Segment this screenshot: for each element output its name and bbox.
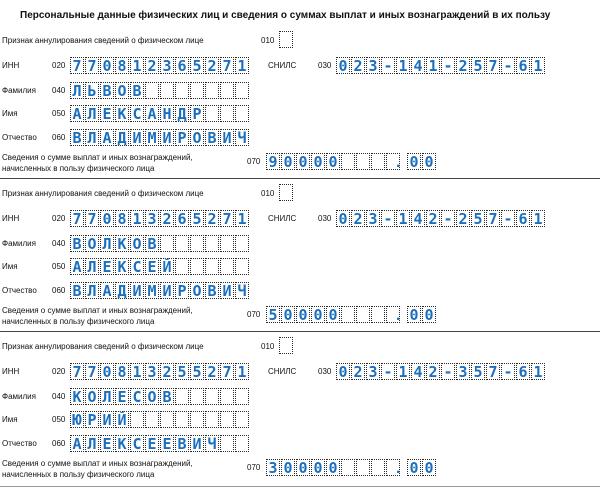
char-cell[interactable]: Е [100,258,114,275]
char-cell[interactable]: В [160,388,174,405]
char-cell[interactable]: Л [70,82,84,99]
char-cell[interactable]: 0 [336,363,350,380]
surname-label: Фамилия [2,392,36,401]
char-cell[interactable] [205,82,219,99]
decimal-point: . [396,460,401,477]
char-cell[interactable] [220,105,234,122]
surname-label: Фамилия [2,86,36,95]
char-cell[interactable]: В [205,282,219,299]
char-cell[interactable]: 3 [160,57,174,74]
patronymic-code: 060 [52,133,66,142]
char-cell[interactable]: Р [175,282,189,299]
inn-label: ИНН [2,61,20,70]
surname-cells[interactable] [70,388,250,405]
char-cell[interactable]: 3 [145,210,159,227]
char-cell[interactable]: 7 [70,57,84,74]
snils-label: СНИЛС [268,214,297,223]
char-cell[interactable]: 0 [336,210,350,227]
char-cell[interactable] [235,435,249,452]
snils-cells[interactable] [336,210,546,227]
snils-code: 030 [318,61,332,70]
char-cell[interactable]: 5 [471,57,485,74]
char-cell[interactable] [205,235,219,252]
sum-label-line1: Сведения о сумме выплат и иных вознаграждений, [2,306,193,315]
char-cell[interactable]: 0 [407,459,421,476]
char-cell[interactable] [205,388,219,405]
bottom-separator [0,486,600,487]
surname-label: Фамилия [2,239,36,248]
char-cell[interactable] [130,411,144,428]
sum-code: 070 [247,463,261,472]
char-cell[interactable]: 1 [531,363,545,380]
sum-label-line1: Сведения о сумме выплат и иных вознаграждений, [2,459,193,468]
char-cell[interactable]: К [115,258,129,275]
char-cell[interactable]: 0 [326,306,340,323]
char-cell[interactable]: И [220,129,234,146]
char-cell[interactable]: 2 [205,363,219,380]
char-cell[interactable]: - [381,57,395,74]
char-cell[interactable]: Л [85,282,99,299]
char-cell[interactable] [190,82,204,99]
char-cell[interactable]: Н [160,105,174,122]
char-cell[interactable] [220,411,234,428]
char-cell[interactable]: Ч [235,282,249,299]
char-cell[interactable]: 7 [220,363,234,380]
char-cell[interactable] [220,82,234,99]
char-cell[interactable]: С [130,258,144,275]
char-cell[interactable]: И [160,129,174,146]
annul-code: 010 [261,189,275,198]
char-cell[interactable]: В [70,282,84,299]
char-cell[interactable] [205,411,219,428]
char-cell[interactable]: О [190,129,204,146]
char-cell[interactable]: 7 [70,210,84,227]
annul-checkbox[interactable] [279,31,293,48]
char-cell[interactable]: - [381,363,395,380]
char-cell[interactable]: 9 [266,153,280,170]
name-cells[interactable] [70,411,250,428]
annul-label: Признак аннулирования сведений о физическом лице [2,189,204,198]
char-cell[interactable]: 0 [336,57,350,74]
char-cell[interactable]: 1 [235,363,249,380]
char-cell[interactable] [190,411,204,428]
char-cell[interactable] [356,306,370,323]
char-cell[interactable]: С [130,388,144,405]
char-cell[interactable]: 2 [160,363,174,380]
char-cell[interactable]: А [70,105,84,122]
char-cell[interactable] [190,388,204,405]
char-cell[interactable]: Л [100,388,114,405]
char-cell[interactable]: О [190,282,204,299]
sum-rub-cells[interactable] [266,459,401,476]
surname-code: 040 [52,86,66,95]
char-cell[interactable]: 7 [486,210,500,227]
char-cell[interactable]: 0 [407,153,421,170]
char-cell[interactable] [205,258,219,275]
inn-label: ИНН [2,367,20,376]
char-cell[interactable] [235,388,249,405]
char-cell[interactable]: 7 [486,363,500,380]
char-cell[interactable] [160,82,174,99]
char-cell[interactable]: 8 [115,363,129,380]
char-cell[interactable] [341,306,355,323]
char-cell[interactable]: 0 [281,459,295,476]
char-cell[interactable]: Р [190,105,204,122]
char-cell[interactable]: К [115,435,129,452]
char-cell[interactable]: 6 [175,210,189,227]
char-cell[interactable] [190,235,204,252]
char-cell[interactable] [190,258,204,275]
char-cell[interactable]: 2 [456,210,470,227]
char-cell[interactable]: Ю [70,411,84,428]
char-cell[interactable]: Р [175,129,189,146]
char-cell[interactable]: 7 [85,210,99,227]
char-cell[interactable]: Д [115,282,129,299]
name-code: 050 [52,415,66,424]
sum-code: 070 [247,310,261,319]
char-cell[interactable]: 0 [326,153,340,170]
char-cell[interactable]: 0 [326,459,340,476]
char-cell[interactable] [175,258,189,275]
char-cell[interactable]: В [70,235,84,252]
char-cell[interactable]: Л [85,105,99,122]
char-cell[interactable] [371,459,385,476]
char-cell[interactable]: 1 [235,57,249,74]
char-cell[interactable]: 3 [145,363,159,380]
char-cell[interactable] [371,306,385,323]
char-cell[interactable]: К [115,235,129,252]
char-cell[interactable]: 1 [130,57,144,74]
char-cell[interactable]: А [100,282,114,299]
char-cell[interactable]: 0 [296,153,310,170]
patronymic-label: Отчество [2,133,37,142]
inn-cells[interactable] [70,363,250,380]
name-code: 050 [52,109,66,118]
patronymic-code: 060 [52,286,66,295]
char-cell[interactable]: 7 [486,57,500,74]
char-cell[interactable]: 5 [190,57,204,74]
char-cell[interactable] [341,459,355,476]
char-cell[interactable]: 2 [426,210,440,227]
char-cell[interactable]: Л [85,258,99,275]
char-cell[interactable]: 0 [407,306,421,323]
char-cell[interactable]: 1 [396,210,410,227]
char-cell[interactable]: 1 [235,210,249,227]
char-cell[interactable]: А [70,258,84,275]
sum-label [2,458,232,480]
char-cell[interactable]: 0 [311,306,325,323]
char-cell[interactable]: М [145,282,159,299]
char-cell[interactable]: 8 [115,57,129,74]
char-cell[interactable]: 0 [100,57,114,74]
char-cell[interactable]: 4 [411,57,425,74]
surname-cells[interactable] [70,235,250,252]
char-cell[interactable]: О [130,235,144,252]
char-cell[interactable] [356,153,370,170]
char-cell[interactable]: 6 [175,57,189,74]
patronymic-code: 060 [52,439,66,448]
patronymic-cells[interactable] [70,435,250,452]
char-cell[interactable]: 1 [531,210,545,227]
char-cell[interactable]: - [381,210,395,227]
char-cell[interactable]: И [100,411,114,428]
char-cell[interactable]: Л [85,129,99,146]
char-cell[interactable]: 5 [266,306,280,323]
char-cell[interactable] [235,105,249,122]
char-cell[interactable]: 7 [220,57,234,74]
char-cell[interactable]: Е [160,435,174,452]
char-cell[interactable] [356,459,370,476]
snils-code: 030 [318,214,332,223]
char-cell[interactable]: Й [160,258,174,275]
decimal-point: . [396,307,401,324]
char-cell[interactable]: В [100,82,114,99]
sum-label-line2: начисленных в пользу физического лица [2,164,155,173]
sum-code: 070 [247,157,261,166]
char-cell[interactable]: Д [175,105,189,122]
char-cell[interactable] [175,388,189,405]
char-cell[interactable]: 5 [190,363,204,380]
inn-cells[interactable] [70,210,250,227]
char-cell[interactable]: А [100,129,114,146]
char-cell[interactable] [220,258,234,275]
char-cell[interactable]: 7 [85,363,99,380]
char-cell[interactable]: 2 [456,57,470,74]
inn-cells[interactable] [70,57,250,74]
char-cell[interactable]: В [205,129,219,146]
char-cell[interactable]: 0 [281,153,295,170]
char-cell[interactable]: А [145,105,159,122]
char-cell[interactable] [175,235,189,252]
char-cell[interactable]: 8 [115,210,129,227]
char-cell[interactable]: С [130,435,144,452]
char-cell[interactable] [235,82,249,99]
sum-rub-cells-kopecks[interactable] [407,306,437,323]
char-cell[interactable]: 1 [130,363,144,380]
char-cell[interactable]: 2 [160,210,174,227]
annul-checkbox[interactable] [279,337,293,354]
sum-label-line2: начисленных в пользу физического лица [2,317,155,326]
name-cells[interactable] [70,105,250,122]
annul-label: Признак аннулирования сведений о физическом лице [2,342,204,351]
char-cell[interactable]: 1 [426,57,440,74]
char-cell[interactable]: 1 [396,57,410,74]
block-separator [0,178,600,179]
patronymic-label: Отчество [2,286,37,295]
char-cell[interactable]: 5 [175,363,189,380]
char-cell[interactable]: В [130,82,144,99]
char-cell[interactable]: 0 [422,459,436,476]
char-cell[interactable] [220,235,234,252]
char-cell[interactable] [341,153,355,170]
char-cell[interactable]: Й [115,411,129,428]
char-cell[interactable]: 3 [266,459,280,476]
char-cell[interactable]: И [130,282,144,299]
char-cell[interactable]: 0 [296,459,310,476]
annul-code: 010 [261,36,275,45]
annul-label: Признак аннулирования сведений о физическом лице [2,36,204,45]
patronymic-label: Отчество [2,439,37,448]
char-cell[interactable]: 0 [311,459,325,476]
char-cell[interactable] [235,411,249,428]
char-cell[interactable]: 7 [70,363,84,380]
char-cell[interactable] [220,435,234,452]
char-cell[interactable] [160,411,174,428]
inn-label: ИНН [2,214,20,223]
char-cell[interactable]: А [70,435,84,452]
char-cell[interactable]: Е [100,435,114,452]
char-cell[interactable]: 0 [281,306,295,323]
char-cell[interactable]: 1 [130,210,144,227]
snils-cells[interactable] [336,57,546,74]
char-cell[interactable]: - [441,57,455,74]
char-cell[interactable]: И [130,129,144,146]
patronymic-cells[interactable] [70,129,250,146]
char-cell[interactable]: 1 [531,57,545,74]
char-cell[interactable] [145,82,159,99]
decimal-point: . [396,154,401,171]
char-cell[interactable]: 5 [190,210,204,227]
surname-code: 040 [52,392,66,401]
char-cell[interactable]: 7 [220,210,234,227]
char-cell[interactable]: 1 [396,363,410,380]
char-cell[interactable]: Ч [205,435,219,452]
page-title: Персональные данные физических лиц и сведения о суммах выплат и иных вознаграждений в их пользу [20,10,551,21]
char-cell[interactable]: 3 [366,210,380,227]
char-cell[interactable]: 6 [516,210,530,227]
sum-label [2,152,232,174]
name-cells[interactable] [70,258,250,275]
char-cell[interactable]: 4 [411,363,425,380]
char-cell[interactable]: И [220,282,234,299]
char-cell[interactable] [175,82,189,99]
name-label: Имя [2,415,18,424]
char-cell[interactable]: М [145,129,159,146]
sum-label-line1: Сведения о сумме выплат и иных вознаграждений, [2,153,193,162]
char-cell[interactable]: 0 [311,153,325,170]
surname-cells[interactable] [70,82,250,99]
char-cell[interactable]: Е [145,258,159,275]
char-cell[interactable]: К [70,388,84,405]
char-cell[interactable]: - [441,363,455,380]
name-code: 050 [52,262,66,271]
char-cell[interactable]: 2 [426,363,440,380]
annul-checkbox[interactable] [279,184,293,201]
surname-code: 040 [52,239,66,248]
char-cell[interactable]: В [70,129,84,146]
char-cell[interactable]: 2 [145,57,159,74]
snils-label: СНИЛС [268,61,297,70]
char-cell[interactable]: К [115,105,129,122]
char-cell[interactable] [235,258,249,275]
char-cell[interactable]: О [85,235,99,252]
char-cell[interactable]: 6 [516,57,530,74]
char-cell[interactable]: Л [100,235,114,252]
sum-rub-cells[interactable] [266,153,401,170]
char-cell[interactable] [145,411,159,428]
char-cell[interactable]: - [501,210,515,227]
char-cell[interactable]: Р [85,411,99,428]
char-cell[interactable]: 6 [516,363,530,380]
char-cell[interactable] [220,388,234,405]
char-cell[interactable]: Ч [235,129,249,146]
sum-rub-cells-kopecks[interactable] [407,153,437,170]
char-cell[interactable]: В [175,435,189,452]
snils-label: СНИЛС [268,367,297,376]
snils-code: 030 [318,367,332,376]
char-cell[interactable]: 2 [351,210,365,227]
char-cell[interactable]: Л [85,435,99,452]
snils-cells[interactable] [336,363,546,380]
sum-rub-cells[interactable] [266,306,401,323]
char-cell[interactable] [160,235,174,252]
sum-label [2,305,232,327]
char-cell[interactable]: 0 [100,210,114,227]
char-cell[interactable]: В [145,235,159,252]
patronymic-cells[interactable] [70,282,250,299]
char-cell[interactable]: С [130,105,144,122]
char-cell[interactable]: 5 [471,210,485,227]
char-cell[interactable]: 3 [366,57,380,74]
sum-label-line2: начисленных в пользу физического лица [2,470,155,479]
char-cell[interactable]: О [85,388,99,405]
char-cell[interactable]: Е [100,105,114,122]
char-cell[interactable]: 0 [100,363,114,380]
inn-code: 020 [52,367,66,376]
char-cell[interactable]: 2 [351,363,365,380]
char-cell[interactable]: О [115,82,129,99]
char-cell[interactable]: 7 [85,57,99,74]
char-cell[interactable]: 0 [296,306,310,323]
char-cell[interactable]: - [501,57,515,74]
annul-code: 010 [261,342,275,351]
char-cell[interactable]: О [145,388,159,405]
char-cell[interactable]: 0 [422,306,436,323]
char-cell[interactable]: Д [115,129,129,146]
char-cell[interactable]: Ь [85,82,99,99]
char-cell[interactable]: 3 [456,363,470,380]
char-cell[interactable]: 4 [411,210,425,227]
char-cell[interactable]: И [160,282,174,299]
char-cell[interactable]: 3 [366,363,380,380]
char-cell[interactable]: 0 [422,153,436,170]
char-cell[interactable]: 2 [205,210,219,227]
inn-code: 020 [52,61,66,70]
char-cell[interactable]: 2 [351,57,365,74]
char-cell[interactable]: 2 [205,57,219,74]
char-cell[interactable]: - [441,210,455,227]
char-cell[interactable]: - [501,363,515,380]
char-cell[interactable] [175,411,189,428]
char-cell[interactable]: Е [115,388,129,405]
char-cell[interactable]: Е [145,435,159,452]
char-cell[interactable]: И [190,435,204,452]
char-cell[interactable]: 5 [471,363,485,380]
name-label: Имя [2,262,18,271]
char-cell[interactable] [205,105,219,122]
name-label: Имя [2,109,18,118]
inn-code: 020 [52,214,66,223]
char-cell[interactable] [235,235,249,252]
char-cell[interactable] [371,153,385,170]
sum-rub-cells-kopecks[interactable] [407,459,437,476]
block-separator [0,331,600,332]
